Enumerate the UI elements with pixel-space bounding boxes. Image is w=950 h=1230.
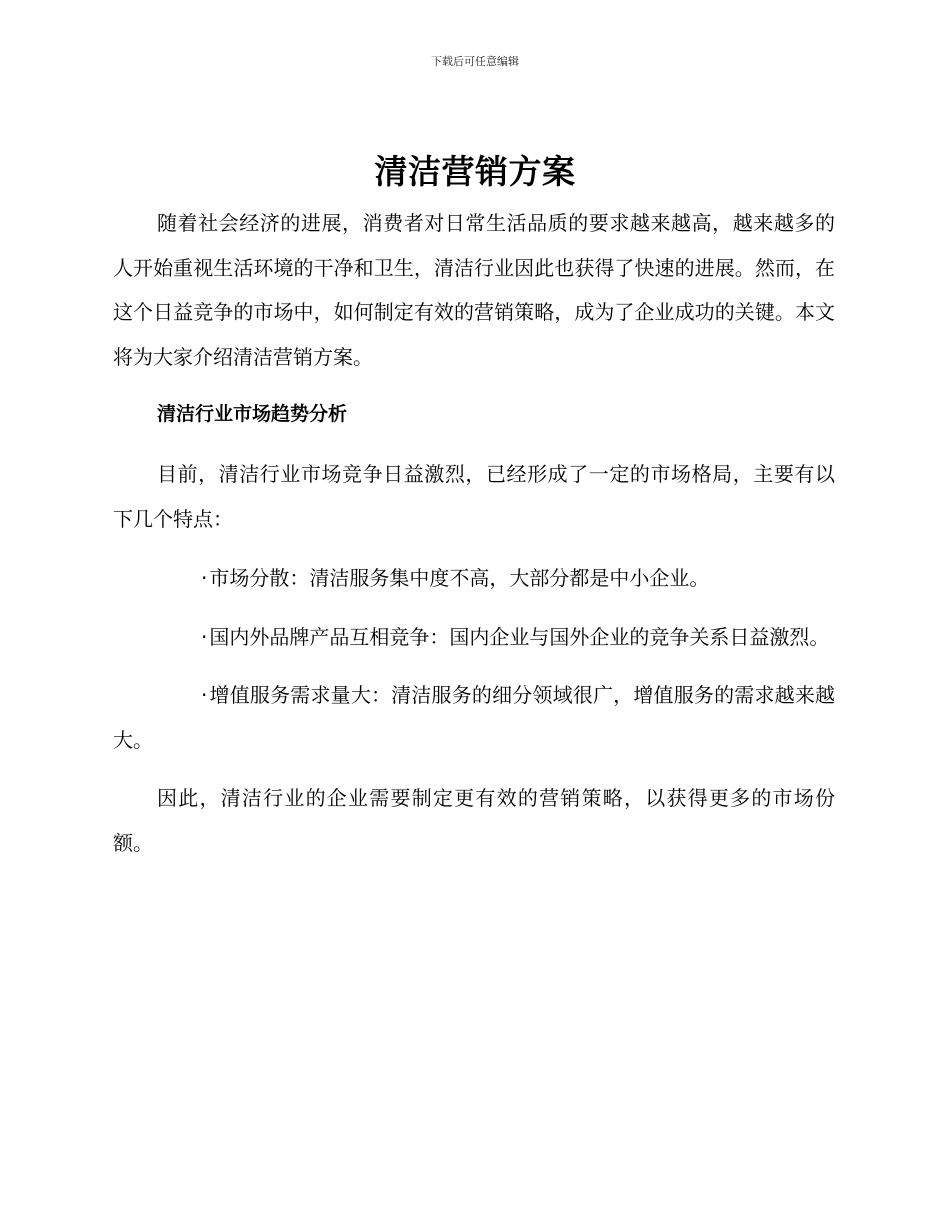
intro-paragraph: 随着社会经济的进展，消费者对日常生活品质的要求越来越高，越来越多的人开始重视生活环境的干净和卫生，清洁行业因此也获得了快速的进展。然而，在这个日益竞争的市场中，如何制定有效的营销策略，成为了企业成功的关键。本文将为大家介绍清洁营销方案。 — [113, 211, 835, 369]
document-title: 清洁营销方案 — [374, 152, 576, 191]
bullet-text: 国内外品牌产品互相竞争：国内企业与国外企业的竞争关系日益激烈。 — [209, 624, 830, 649]
bullet-text: 增值服务需求量大：清洁服务的细分领域很广，增值服务的需求越来越大。 — [113, 683, 835, 752]
conclusion-paragraph: 因此，清洁行业的企业需要制定更有效的营销策略，以获得更多的市场份额。 — [113, 786, 835, 855]
bullet-marker: · — [201, 624, 208, 649]
bullet-item — [113, 615, 835, 660]
document-body — [113, 201, 835, 865]
bullet-marker: · — [201, 566, 208, 590]
bullet-text: 市场分散：清洁服务集中度不高，大部分都是中小企业。 — [209, 566, 710, 590]
page-header-note: 下载后可任意编辑 — [431, 55, 519, 68]
lead-paragraph: 目前，清洁行业市场竞争日益激烈，已经形成了一定的市场格局，主要有以下几个特点： — [113, 462, 835, 531]
section-heading: 清洁行业市场趋势分析 — [157, 403, 348, 425]
bullet-marker: · — [201, 683, 208, 707]
bullet-item — [113, 556, 835, 601]
bullet-item — [113, 673, 835, 762]
